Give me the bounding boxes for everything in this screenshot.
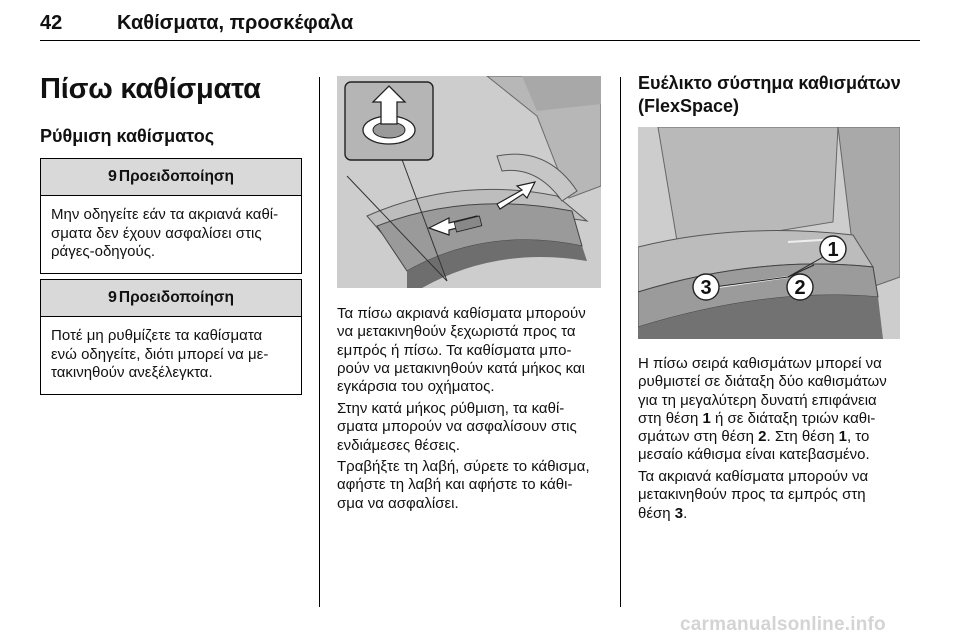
warning-triangle-icon: 9 <box>107 289 117 306</box>
position-ref: 3 <box>674 504 684 522</box>
text-line: σμα να ασφαλίσει. <box>337 494 459 512</box>
seat-slide-figure <box>337 76 601 288</box>
warning-triangle-icon: 9 <box>107 168 117 185</box>
text-line <box>638 505 913 523</box>
column-divider-left <box>319 77 320 607</box>
flexspace-title <box>638 72 901 118</box>
text-run: ή σε διάταξη τριών καθι- <box>710 409 876 427</box>
chapter-title: Καθίσματα, προσκέφαλα <box>117 12 354 34</box>
text-run: . Στη θέση <box>766 428 839 446</box>
text-line: για τη μεγαλύτερη δυνατή επιφάνεια <box>638 391 877 409</box>
text-line: ρυθμιστεί σε διάταξη δύο καθισμάτων <box>638 373 887 391</box>
warning-line: Μην οδηγείτε εάν τα ακριανά καθί- <box>51 206 279 223</box>
text-line: Στην κατά μήκος ρύθμιση, τα καθί- <box>337 400 565 417</box>
text-line: να μετακινηθούν ξεχωριστά προς τα <box>337 323 576 341</box>
paragraph <box>337 458 605 513</box>
warning-header <box>41 159 301 196</box>
warning-box <box>40 158 302 274</box>
text-line: Η πίσω σειρά καθισμάτων μπορεί να <box>638 355 882 372</box>
text-run: . <box>683 504 688 522</box>
seat-slide-lever-icon <box>337 76 601 288</box>
position-ref: 1 <box>838 428 847 446</box>
paragraph <box>638 355 913 465</box>
warning-title: Προειδοποίηση <box>118 168 234 185</box>
paragraph <box>638 468 913 523</box>
text-line: Τα πίσω ακριανά καθίσματα μπορούν <box>337 305 586 322</box>
warning-title: Προειδοποίηση <box>118 289 234 306</box>
watermark: carmanualsonline.info <box>680 614 886 635</box>
column-divider-right <box>620 77 621 607</box>
text-line: εγκάρσια του οχήματος. <box>337 378 495 396</box>
text-line: ενδιάμεσες θέσεις. <box>337 436 460 454</box>
title-line: Ευέλικτο σύστημα καθισμάτων <box>638 73 901 93</box>
callout-label-3: 3 <box>700 277 712 299</box>
warning-body <box>41 196 301 273</box>
text-line: Τα ακριανά καθίσματα μπορούν να <box>638 468 869 485</box>
text-run: στη θέση <box>638 409 703 427</box>
paragraph <box>337 400 605 455</box>
warning-header <box>41 280 301 317</box>
title-line: (FlexSpace) <box>638 96 740 116</box>
text-line <box>638 428 913 446</box>
paragraph <box>337 305 605 396</box>
flexspace-seat-icon <box>638 127 900 339</box>
header-rule <box>40 40 920 41</box>
warning-box <box>40 279 302 395</box>
text-line: μεσαίο κάθισμα είναι κατεβασμένο. <box>638 446 870 464</box>
warning-line: τακινηθούν ανεξέλεγκτα. <box>51 364 213 381</box>
subsection-title: Ρύθμιση καθίσματος <box>40 126 215 146</box>
text-line: εμπρός ή πίσω. Τα καθίσματα μπο- <box>337 341 572 359</box>
flexspace-figure <box>638 127 900 339</box>
text-run: θέση <box>638 504 675 522</box>
warning-body <box>41 317 301 394</box>
section-title: Πίσω καθίσματα <box>40 73 261 105</box>
warning-line: ενώ οδηγείτε, διότι μπορεί να με- <box>51 345 269 363</box>
text-run: σμάτων στη θέση <box>638 428 759 446</box>
text-line: μετακινηθούν προς τα εμπρός στη <box>638 486 866 504</box>
position-ref: 1 <box>702 409 711 427</box>
text-line: αφήστε τη λαβή και αφήστε το κάθι- <box>337 476 573 494</box>
text-line: Τραβήξτε τη λαβή, σύρετε το κάθισμα, <box>337 458 590 475</box>
callout-label-2: 2 <box>794 277 806 299</box>
warning-line: σματα δεν έχουν ασφαλίσει στις <box>51 224 262 242</box>
text-line: σματα μπορούν να ασφαλίσουν στις <box>337 418 577 436</box>
callout-label-1: 1 <box>827 239 839 261</box>
text-run: , το <box>846 428 870 446</box>
warning-line: Ποτέ μη ρυθμίζετε τα καθίσματα <box>51 327 263 344</box>
page-number: 42 <box>40 12 63 34</box>
position-ref: 2 <box>758 428 767 446</box>
text-line: ρούν να μετακινηθούν κατά μήκος και <box>337 359 585 377</box>
text-line <box>638 410 913 428</box>
page-header <box>40 10 920 44</box>
warning-line: ράγες-οδηγούς. <box>51 243 156 260</box>
